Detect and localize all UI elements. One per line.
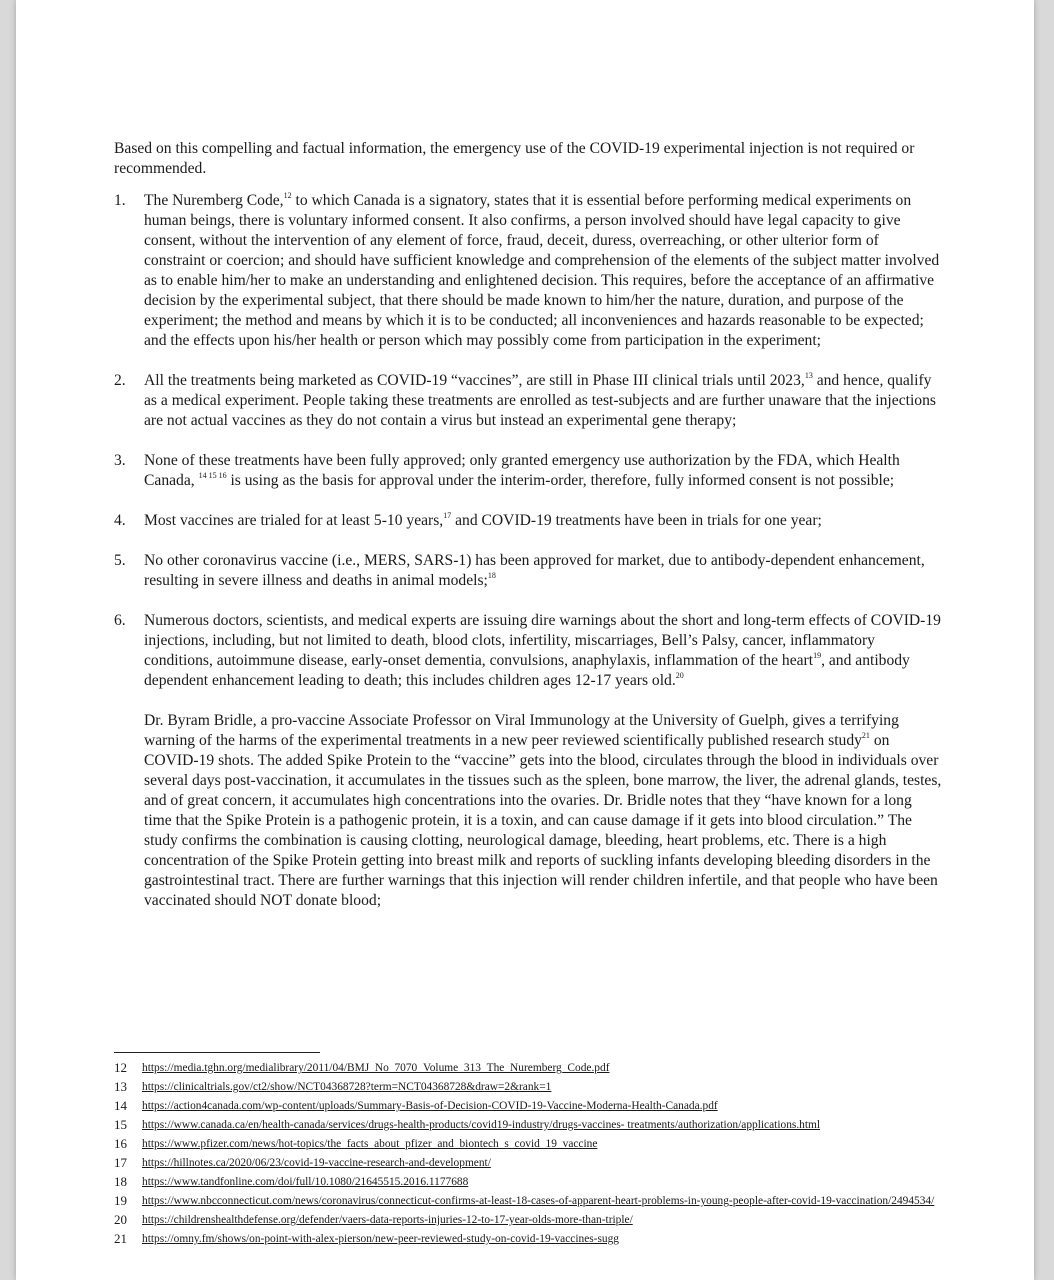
footnote-link[interactable]: https://hillnotes.ca/2020/06/23/covid-19-vaccine-research-and-development/ <box>142 1157 491 1169</box>
footnote-number: 20 <box>114 1212 127 1227</box>
list-number: 6. <box>114 612 126 629</box>
footnote-number: 15 <box>114 1117 127 1132</box>
list-item <box>114 511 942 531</box>
footnote-number: 12 <box>114 1060 127 1075</box>
bridle-paragraph <box>114 711 942 911</box>
list-text: and hence, qualify as a medical experiment. People taking these treatments are enrolled as test-subjects and are further unaware that the injections are not actual vaccines as they do not contain a virus but instead an experimental gene therapy; <box>144 372 936 429</box>
footnote-link[interactable]: https://childrenshealthdefense.org/defender/vaers-data-reports-injuries-12-to-17-year-olds-more-than-triple/ <box>142 1214 633 1226</box>
footnote-link[interactable]: https://action4canada.com/wp-content/uploads/Summary-Basis-of-Decision-COVID-19-Vaccine-Moderna-Health-Canada.pdf <box>142 1100 718 1112</box>
footnote-link[interactable]: https://www.pfizer.com/news/hot-topics/the_facts_about_pfizer_and_biontech_s_covid_19_vaccine <box>142 1138 598 1150</box>
footnote <box>114 1119 944 1132</box>
numbered-list <box>114 191 942 691</box>
list-text: All the treatments being marketed as COVID-19 “vaccines”, are still in Phase III clinical trials until 2023, <box>144 372 805 389</box>
list-text: is using as the basis for approval under the interim-order, therefore, fully informed consent is not possible; <box>226 472 895 489</box>
list-text: to which Canada is a signatory, states that it is essential before performing medical experiments on human beings, there is voluntary informed consent. It also confirms, a person involved should have legal capacity to give consent, without the intervention of any element of force, fraud, deceit, duress, overreaching, or other ulterior form of constraint or coercion; and should have sufficient knowledge and comprehension of the elements of the subject matter involved as to enable him/her to make an understanding and enlightened decision. This requires, before the acceptance of an affirmative decision by the experimental subject, that there should be made known to him/her the nature, duration, and purpose of the experiment; the method and means by which it is to be conducted; all inconveniences and hazards reasonable to be expected; and the effects upon his/her health or person which may possibly come from participation in the experiment; <box>144 192 940 349</box>
footnote-number: 17 <box>114 1155 127 1170</box>
list-number: 5. <box>114 552 126 569</box>
list-item <box>114 371 942 431</box>
footnote-ref[interactable]: 13 <box>804 371 813 380</box>
list-text: , and antibody dependent enhancement leading to death; this includes children ages 12-17 years old. <box>144 652 910 689</box>
footnote-link[interactable]: https://www.canada.ca/en/health-canada/services/drugs-health-products/covid19-industry/drugs-vaccines- treatments/authorization/applications.html <box>142 1119 821 1131</box>
footnote <box>114 1195 944 1208</box>
footnote-number: 19 <box>114 1193 127 1208</box>
footnote-ref[interactable]: 19 <box>813 651 822 660</box>
list-item <box>114 551 942 591</box>
footnote-link[interactable]: https://media.tghn.org/medialibrary/2011/04/BMJ_No_7070_Volume_313_The_Nuremberg_Code.pdf <box>142 1062 610 1074</box>
list-text: Most vaccines are trialed for at least 5-10 years, <box>144 512 444 529</box>
footnote-link[interactable]: https://omny.fm/shows/on-point-with-alex-pierson/new-peer-reviewed-study-on-covid-19-vaccines-sugg <box>142 1233 619 1245</box>
footnote-number: 14 <box>114 1098 127 1113</box>
list-text: No other coronavirus vaccine (i.e., MERS, SARS-1) has been approved for market, due to antibody-dependent enhancement, resulting in severe illness and deaths in animal models; <box>144 552 925 589</box>
list-number: 4. <box>114 512 126 529</box>
footnote <box>114 1081 944 1094</box>
list-item <box>114 611 942 691</box>
list-number: 1. <box>114 192 126 209</box>
paragraph-text: on COVID-19 shots. The added Spike Protein to the “vaccine” gets into the blood, circulates through the blood in individuals over several days post-vaccination, it accumulates in the tissues such as the spleen, bone marrow, the liver, the adrenal glands, testes, and of great concern, it accumulates high concentrations into the ovaries. Dr. Bridle notes that they “have known for a long time that the Spike Protein is a pathogenic protein, it is a toxin, and can cause damage if it gets into blood circulation.” The study confirms the combination is causing clotting, neurological damage, bleeding, heart problems, etc. There is a high concentration of the Spike Protein getting into breast milk and reports of suckling infants developing bleeding disorders in the gastrointestinal tract. There are further warnings that this injection will render children infertile, and that people who have been vaccinated should NOT donate blood; <box>144 732 942 909</box>
list-text: None of these treatments have been fully approved; only granted emergency use authorization by the FDA, which Health Canada, <box>144 452 900 489</box>
footnote <box>114 1176 944 1189</box>
footnote-number: 13 <box>114 1079 127 1094</box>
document-page <box>16 0 1034 1280</box>
footnote <box>114 1138 944 1151</box>
footnote-link[interactable]: https://www.tandfonline.com/doi/full/10.1080/21645515.2016.1177688 <box>142 1176 469 1188</box>
footnote-link[interactable]: https://clinicaltrials.gov/ct2/show/NCT04368728?term=NCT04368728&draw=2&rank=1 <box>142 1081 552 1093</box>
footnote-number: 21 <box>114 1231 127 1246</box>
list-item <box>114 451 942 491</box>
footnote-number: 16 <box>114 1136 127 1151</box>
footnote-ref[interactable]: 20 <box>675 671 684 680</box>
footnote-link[interactable]: https://www.nbcconnecticut.com/news/coronavirus/connecticut-confirms-at-least-18-cases-of-apparent-heart-problems-in-young-people-after-covid-19-vaccination/2494534/ <box>142 1195 935 1207</box>
list-item <box>114 191 942 351</box>
list-text: The Nuremberg Code, <box>144 192 284 209</box>
footnotes <box>114 1062 944 1252</box>
footnote-number: 18 <box>114 1174 127 1189</box>
footnote-separator <box>114 1052 320 1053</box>
footnote-ref[interactable]: 18 <box>487 571 496 580</box>
footnote-ref[interactable]: 12 <box>283 191 292 200</box>
footnote <box>114 1157 944 1170</box>
list-text: Numerous doctors, scientists, and medical experts are issuing dire warnings about the short and long-term effects of COVID-19 injections, including, but not limited to death, blood clots, infertility, miscarriages, Bell’s Palsy, cancer, inflammatory conditions, autoimmune disease, early-onset dementia, convulsions, anaphylaxis, inflammation of the heart <box>144 612 941 669</box>
footnote-ref[interactable]: 14 15 16 <box>198 471 227 480</box>
footnote <box>114 1233 944 1246</box>
footnote <box>114 1214 944 1227</box>
paragraph-text: Dr. Byram Bridle, a pro-vaccine Associate Professor on Viral Immunology at the University of Guelph, gives a terrifying warning of the harms of the experimental treatments in a new peer reviewed scientifically published research study <box>144 712 899 749</box>
intro-paragraph: Based on this compelling and factual information, the emergency use of the COVID-19 experimental injection is not required or recommended. <box>114 140 915 177</box>
list-text: and COVID-19 treatments have been in trials for one year; <box>451 512 822 529</box>
footnote-ref[interactable]: 21 <box>861 731 870 740</box>
footnote <box>114 1100 944 1113</box>
document-body <box>114 139 942 911</box>
list-number: 3. <box>114 452 126 469</box>
footnote <box>114 1062 944 1075</box>
list-number: 2. <box>114 372 126 389</box>
footnote-ref[interactable]: 17 <box>443 511 452 520</box>
